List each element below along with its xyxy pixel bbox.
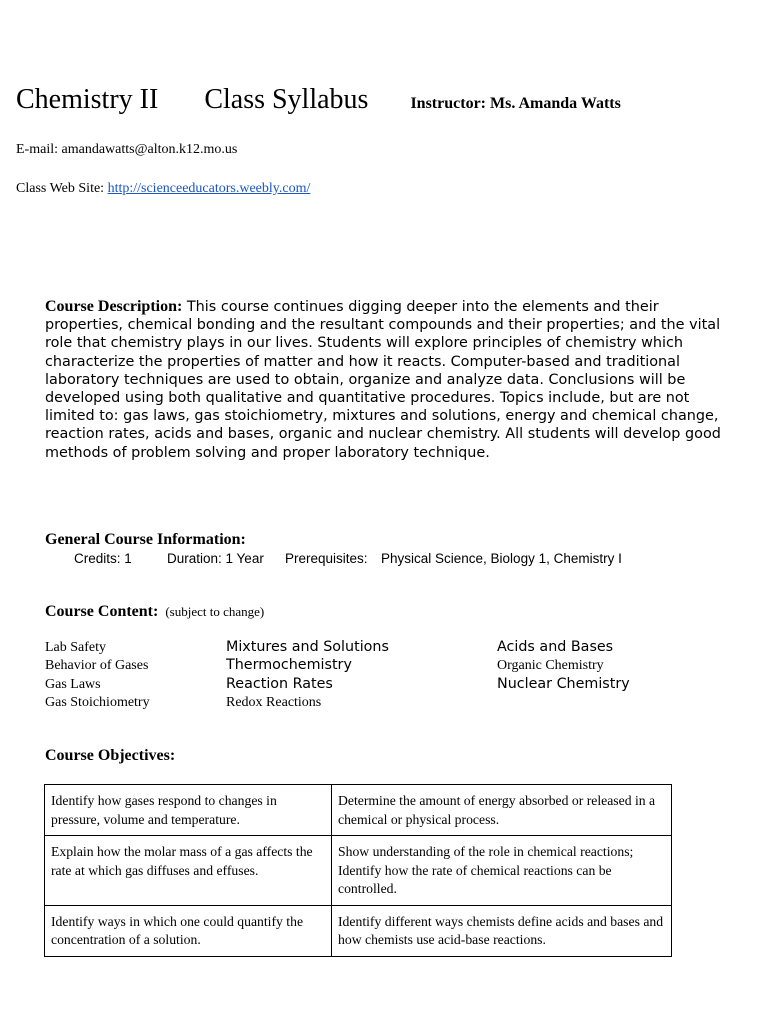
objective-cell: Show understanding of the role in chemical reactions; Identify how the rate of chemical reactions can be controlled. xyxy=(332,836,672,906)
email-line xyxy=(16,142,237,158)
instructor-name: Instructor: Ms. Amanda Watts xyxy=(410,95,621,112)
duration: Duration: 1 Year xyxy=(167,551,264,566)
objectives-table xyxy=(44,784,672,957)
prerequisites-value: Physical Science, Biology 1, Chemistry I xyxy=(381,551,622,566)
topic-item: Organic Chemistry xyxy=(497,658,604,673)
topic-item: Behavior of Gases xyxy=(45,658,149,673)
description-text: This course continues digging deeper into the elements and their properties, chemical bonding and the resultant compounds and their properties; and the vital role that chemistry plays in our lives. Students will explore principles of chemistry which characterize the properties of matter and how it reacts. Computer-based and traditional laboratory techniques are used to obtain, organize and analyze data. Conclusions will be developed using both qualitative and quantitative procedures. Topics include, but are not limited to: gas laws, gas stoichiometry, mixtures and solutions, energy and chemical change, reaction rates, acids and bases, organic and nuclear chemistry. All students will develop good methods of problem solving and proper laboratory technique. xyxy=(45,299,721,461)
document-title: Class Syllabus xyxy=(204,84,369,115)
course-title: Chemistry II xyxy=(16,84,159,115)
website-link[interactable]: http://scienceeducators.weebly.com/ xyxy=(107,181,311,196)
email-address: amandawatts@alton.k12.mo.us xyxy=(61,142,238,157)
topic-item: Mixtures and Solutions xyxy=(226,639,389,655)
course-description xyxy=(45,298,735,462)
objective-cell: Identify different ways chemists define acids and bases and how chemists use acid-base reactions. xyxy=(332,905,672,956)
objective-cell: Identify how gases respond to changes in pressure, volume and temperature. xyxy=(45,785,332,836)
table-row xyxy=(45,905,672,956)
website-label: Class Web Site: xyxy=(16,181,105,196)
objective-cell: Identify ways in which one could quantify the concentration of a solution. xyxy=(45,905,332,956)
title-row xyxy=(16,84,621,116)
topic-item: Acids and Bases xyxy=(497,639,614,655)
credits: Credits: 1 xyxy=(74,551,132,566)
general-info-row xyxy=(74,551,622,566)
course-content-note: (subject to change) xyxy=(165,604,265,619)
topic-item: Redox Reactions xyxy=(226,695,322,710)
objectives-heading: Course Objectives: xyxy=(45,747,176,764)
prerequisites-label: Prerequisites: xyxy=(285,551,368,566)
objective-cell: Determine the amount of energy absorbed or released in a chemical or physical process. xyxy=(332,785,672,836)
topic-item: Lab Safety xyxy=(45,640,107,655)
topic-item: Nuclear Chemistry xyxy=(497,676,630,692)
course-content-heading-row xyxy=(45,603,264,621)
general-info-heading: General Course Information: xyxy=(45,531,246,548)
table-row xyxy=(45,785,672,836)
email-label: E-mail: xyxy=(16,142,58,157)
topic-item: Reaction Rates xyxy=(226,676,333,692)
website-line xyxy=(16,181,310,197)
description-label: Course Description: xyxy=(45,298,183,315)
objective-cell: Explain how the molar mass of a gas affects the rate at which gas diffuses and effuses. xyxy=(45,836,332,906)
topic-item: Gas Laws xyxy=(45,677,101,692)
table-row xyxy=(45,836,672,906)
topic-item: Gas Stoichiometry xyxy=(45,695,150,710)
course-content-heading: Course Content: xyxy=(45,603,159,620)
topic-item: Thermochemistry xyxy=(226,657,352,673)
